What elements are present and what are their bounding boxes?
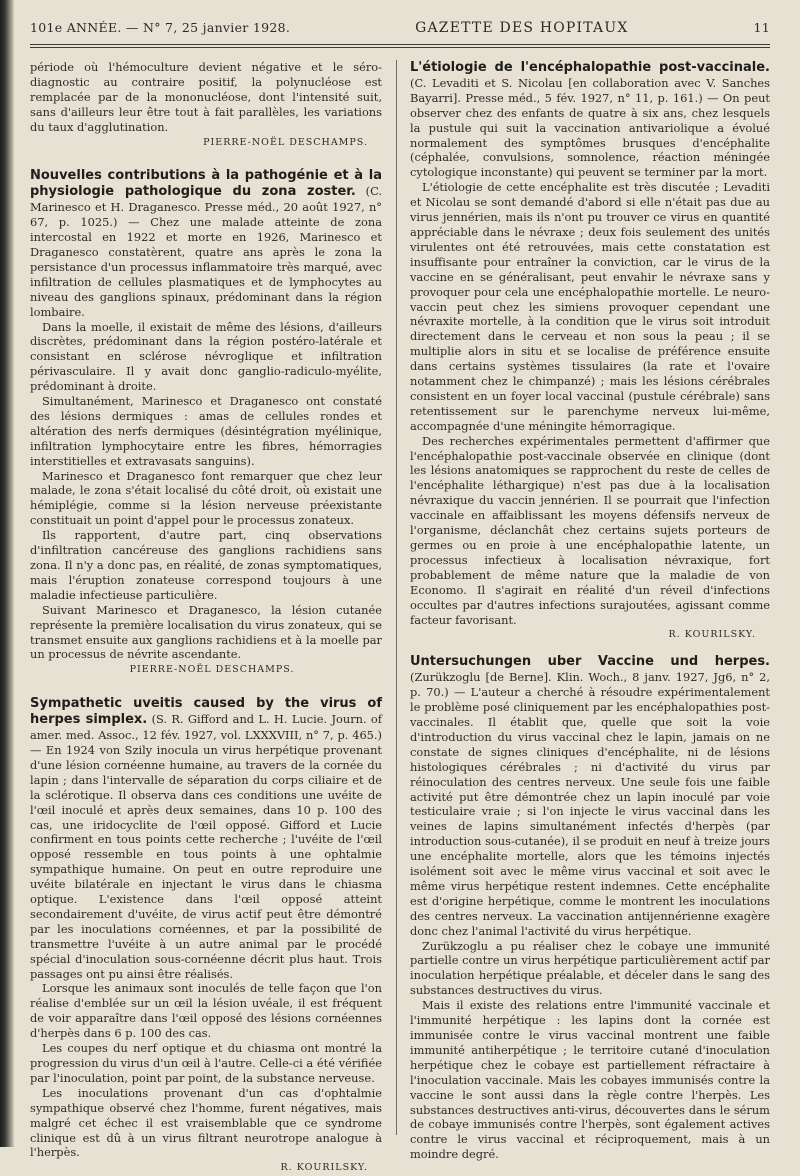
article-citation: (C. Levaditi et S. Nicolau [en collaboration avec V. Sanches Bayarri]. Presse méd., 5 fév. 1927, n° 11, p. 161.) — On peut observer chez des enfants de quatre à six ans, chez lesquels la pustule qui suit la vaccination antivariolique a évolué normalement des symptômes brusques d'encéphalite (céphalée, convulsions, somnolence, réaction méningée cytologique inconstante) qui peuvent se terminer par la mort. xyxy=(410,75,770,180)
newspaper-page xyxy=(30,20,770,1174)
article-paragraph: Zurükzoglu a pu réaliser chez le cobaye une immunité partielle contre un virus herpétique particulièrement actif par inoculation herpétique préalable, et déceler dans le sang des substances destructives du virus. xyxy=(410,938,770,998)
article-paragraph: Dans la moelle, il existait de même des lésions, d'ailleurs discrètes, prédominant dans la région postéro-latérale et consistant en sclérose névroglique et infiltration périvasculaire. Il y avait donc ganglio-radiculo-myélite, prédominant à droite. xyxy=(30,319,382,394)
column-divider xyxy=(396,60,397,1135)
article-paragraph: Suivant Marinesco et Draganesco, la lésion cutanée représente la première localisation du virus zonateux, qui se transmet ensuite aux ganglions rachidiens et à la moelle par un processus de névrite ascendante. xyxy=(30,602,382,662)
article-vaccine-herpes xyxy=(410,654,770,938)
article-citation: (C. Marinesco et H. Draganesco. Presse méd., 20 août 1927, n° 67, p. 1025.) — Chez une malade atteinte de zona intercostal en 1922 et morte en 1926, Marinesco et Draganesco constatèrent, quatre ans après le zona la persistance d'un processus inflammatoire très marqué, avec infiltration de cellules plasmatiques et de lymphocytes au niveau des ganglions spinaux, prédominant dans la région lombaire. xyxy=(30,184,382,319)
page-binding-edge xyxy=(0,0,14,1147)
signature: R. KOURILSKY. xyxy=(280,1162,368,1174)
article-paragraph: Les coupes du nerf optique et du chiasma ont montré la progression du virus d'un œil à l'autre. Celle-ci a été vérifiée par l'inoculation, point par point, de la substance nerveuse. xyxy=(30,1041,382,1085)
article-paragraph: Les inoculations provenant d'un cas d'ophtalmie sympathique observé chez l'homme, furent négatives, mais malgré cet échec il est vraisemblable que ce syndrome clinique est dû à un virus filtrant neurotrope analogue à l'herpès. xyxy=(30,1085,382,1160)
header-journal-title: GAZETTE DES HOPITAUX xyxy=(415,20,629,36)
left-column xyxy=(30,60,382,1176)
page-header xyxy=(30,20,770,40)
signature: PIERRE-NOËL DESCHAMPS. xyxy=(129,664,295,676)
article-paragraph: Des recherches expérimentales permettent d'affirmer que l'encéphalopathie post-vaccinale observée en clinique (dont les lésions anatomiques se rapprochent du reste de celles de l'encéphalite léthargique) n'est pas due à la localisation névraxique du vaccin jennérien. Il se pourrait que l'infection vaccinale en affaiblissant les moyens défensifs nerveux de l'organisme, déclanchât chez certains sujets porteurs de germes ou en proie à une encéphalopathie latente, un processus infectieux à localisation névraxique, fort probablement de même nature que la maladie de von Economo. Il s'agirait en réalité d'un réveil d'infections occultes par d'autres infections surajoutées, agissant comme facteur favorisant. xyxy=(410,433,770,627)
article-paragraph: Simultanément, Marinesco et Draganesco ont constaté des lésions dermiques : amas de cellules rondes et altération des nerfs dermiques (désintégration myélinique, infiltration lymphocytaire entre les fibres, hémorragies interstitielles et extravasats sanguins). xyxy=(30,394,382,468)
header-page-number: 11 xyxy=(753,20,770,35)
right-column xyxy=(410,60,770,1162)
article-title: L'étiologie de l'encéphalopathie post-vaccinale. xyxy=(410,60,770,75)
article-citation: (S. R. Gifford and L. H. Lucie. Journ. of amer. med. Assoc., 12 fév. 1927, vol. LXXXVIII, n° 7, p. 465.) — En 1924 von Szily inocula un virus herpétique provenant d'une lésion cornéenne humaine, au travers de la cornée du lapin ; dans l'intervalle de séparation du corps ciliaire et de la sclérotique. Il observa dans ces conditions une uvéite de l'œil inoculé et après deux semaines, dans 10 p. 100 des cas, une iridocyclite de l'œil opposé. Gifford et Lucie confirment en tous points cette recherche ; l'uvéite de l'œil opposé ressemble en tous points à une ophtalmie sympathique humaine. On peut en outre reproduire une uvéite bilatérale en injectant le virus dans le chiasma optique. L'existence dans l'œil opposé atteint secondairement d'uvéite, de virus actif peut être démontré par les inoculations cornéennes, et par la possibilité de transmettre l'uvéite à un autre animal par le procédé spécial d'inoculation sous-cornéenne décrit plus haut. Trois passages ont pu ainsi être réalisés. xyxy=(30,712,383,981)
article-encephalopathy xyxy=(410,60,770,180)
article-paragraph: Lorsque les animaux sont inoculés de telle façon que l'on réalise d'emblée sur un œil la lésion uvéale, il est fréquent de voir apparaître dans l'œil opposé des lésions cornéennes d'herpès dans 6 p. 100 des cas. xyxy=(30,981,382,1041)
article-paragraph: Marinesco et Draganesco font remarquer que chez leur malade, le zona s'était localisé du côté droit, où existait une hémiplégie, comme si la lésion nerveuse préexistante constituait un point d'appel pour le processus zonateux. xyxy=(30,468,382,528)
header-rule xyxy=(30,44,770,48)
signature: R. KOURILSKY. xyxy=(668,629,756,641)
article-paragraph: L'étiologie de cette encéphalite est très discutée ; Levaditi et Nicolau se sont demandé d'abord si elle n'était pas due au virus jennérien, mais ils n'ont pu trouver ce virus en quantité appréciable dans le névraxe ; deux fois seulement des unités virulentes ont été retrouvées, mais cette constatation est insuffisante pour entraîner la conviction, car le virus de la vaccine en se généralisant, peut envahir le névraxe sans y provoquer pour cela une encéphalopathie mortelle. Le neuro-vaccin peut chez les simiens provoquer cependant une névraxite mortelle, à la condition que le virus soit introduit directement dans le cerveau et non sous la peau ; il se multiplie alors in situ et se localise de préférence ensuite dans certains systèmes tissulaires (la rate et l'ovaire notamment chez le chimpanzé) ; mais les lésions cérébrales consistent en un foyer local vaccinal (pustule cérébrale) sans retentissement sur le parenchyme nerveux lui-même, accompagnée d'une méningite hémorragique. xyxy=(410,180,770,433)
article-title: Nouvelles contributions à la pathogénie et à la physiologie pathologique du zona zoster. xyxy=(30,168,382,200)
article-paragraph: Ils rapportent, d'autre part, cinq observations d'infiltration cancéreuse des ganglions rachidiens sans zona. Il n'y a donc pas, en réalité, de zonas symptomatiques, mais l'éruption zonateuse correspond toujours à une maladie infectieuse particulière. xyxy=(30,528,382,602)
continued-paragraph: période où l'hémoculture devient négative et le séro-diagnostic au contraire positif, la polynucléose est remplacée par de la mononucléose, dont l'intensité suit, sans d'ailleurs leur être tout à fait parallèles, les variations du taux d'agglutination. xyxy=(30,60,382,134)
columns xyxy=(30,60,770,1174)
article-zona xyxy=(30,168,382,319)
signature: PIERRE-NOËL DESCHAMPS. xyxy=(203,136,368,148)
article-uveitis xyxy=(30,696,382,981)
header-issue: 101e ANNÉE. — N° 7, 25 janvier 1928. xyxy=(30,20,291,35)
article-citation: (Zurükzoglu [de Berne]. Klin. Woch., 8 janv. 1927, Jg6, n° 2, p. 70.) — L'auteur a cherché à résoudre expérimentalement le problème posé cliniquement par les encéphalopathies post-vaccinales. Il établit que, quelle que soit la voie d'introduction du virus vaccinal chez le lapin, jamais on ne constate de signes cliniques d'encéphalite, ni de lésions histologiques cérébrales ; ni d'activité du virus par réinoculation des centres nerveux. Une seule fois une faible activité put être démontrée chez un lapin inoculé par voie testiculaire vraie ; si l'on injecte le virus vaccinal dans les veines de lapins simultanément infectés d'herpès (par introduction sous-cutanée), il se produit en neuf à treize jours une encéphalite mortelle, alors que les témoins injectés isolément soit avec le même virus vaccinal et soit avec le même virus herpétique restent indemnes. Cette encéphalite est d'origine herpétique, comme le montrent les inoculations des centres nerveux. La vaccination antijennérienne exagère donc chez l'animal l'activité du virus herpétique. xyxy=(410,670,770,938)
article-title: Untersuchungen uber Vaccine und herpes. xyxy=(410,654,770,670)
article-paragraph: Mais il existe des relations entre l'immunité vaccinale et l'immunité herpétique : les lapins dont la cornée est immunisée contre le virus vaccinal montrent une faible immunité antiherpétique ; le territoire cutané d'inoculation herpétique chez le cobaye est partiellement réfractaire à l'inoculation vaccinale. Mais les cobayes immunisés contre la vaccine le sont aussi dans la règle contre l'herpès. Les substances destructives anti-virus, découvertes dans le sérum de cobaye immunisés contre l'herpès, sont également actives contre le virus vaccinal et réciproquement, mais à un moindre degré. xyxy=(410,998,770,1162)
article-title: Sympathetic uveitis caused by the virus of herpes simplex. xyxy=(30,696,382,728)
